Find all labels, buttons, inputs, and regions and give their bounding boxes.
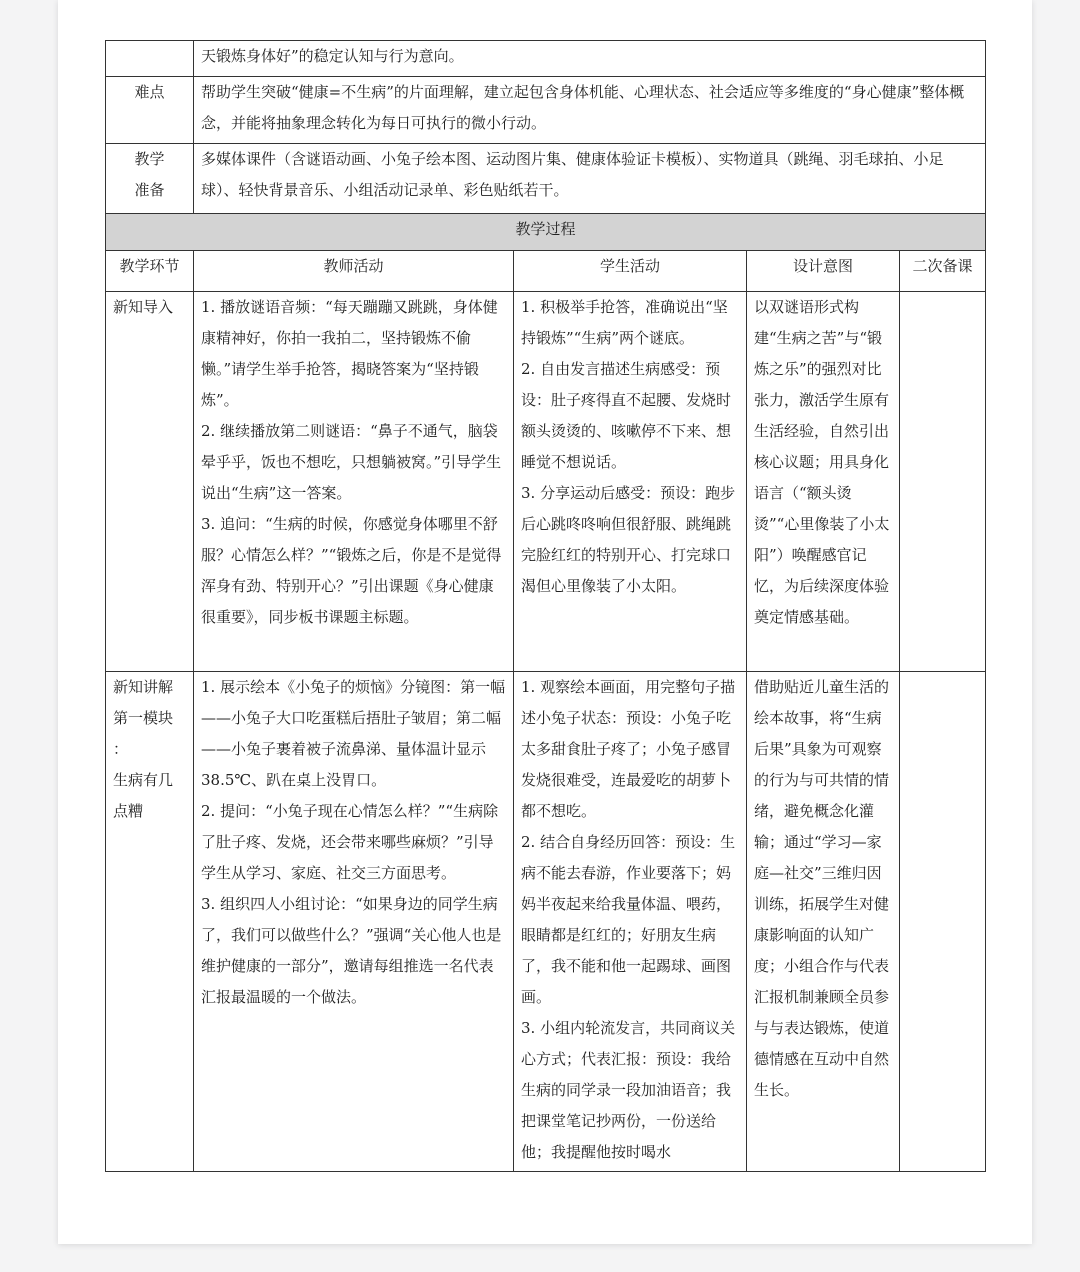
header-student-activity: 学生活动 [514, 251, 747, 292]
goal-continuation-row [106, 41, 986, 77]
preparation-label-line-2: 准备 [134, 181, 165, 199]
difficulty-row [106, 77, 986, 144]
stage-line: 生病有几 [113, 771, 174, 789]
revision-notes-cell [900, 292, 986, 672]
process-banner-row [106, 214, 986, 251]
document-page [58, 0, 1032, 1244]
stage-line: 第一模块 [113, 709, 174, 727]
teacher-step: 2. 提问：“小兔子现在心情怎么样？”“生病除了肚子疼、发烧，还会带来哪些麻烦？”引导学生从学习、家庭、社交三方面思考。 [201, 802, 499, 882]
stage-cell [106, 672, 194, 1172]
design-intent-cell: 借助贴近儿童生活的绘本故事，将“生病后果”具象为可观察的行为与可共情的情绪，避免概念化灌输；通过“学习—家庭—社交”三维归因训练，拓展学生对健康影响面的认知广度；小组合作与代表汇报机制兼顾全员参与与表达锻炼，使道德情感在互动中自然生长。 [747, 672, 900, 1172]
header-teacher-activity: 教师活动 [194, 251, 514, 292]
teacher-step: 3. 追问：“生病的时候，你感觉身体哪里不舒服？心情怎么样？”“锻炼之后，你是不是觉得浑身有劲、特别开心？”引出课题《身心健康很重要》，同步板书课题主标题。 [201, 515, 502, 626]
preparation-label [106, 144, 194, 214]
preparation-text: 多媒体课件（含谜语动画、小兔子绘本图、运动图片集、健康体验证卡模板）、实物道具（跳绳、羽毛球拍、小足球）、轻快背景音乐、小组活动记录单、彩色贴纸若干。 [194, 144, 986, 214]
header-revision-notes: 二次备课 [900, 251, 986, 292]
stage-line: 新知讲解 [113, 678, 174, 696]
student-activity-cell [514, 672, 747, 1172]
teacher-step: 1. 播放谜语音频：“每天蹦蹦又跳跳，身体健康精神好，你拍一我拍二，坚持锻炼不偷懒。”请学生举手抢答，揭晓答案为“坚持锻炼”。 [201, 298, 498, 409]
teacher-activity-cell [194, 672, 514, 1172]
lesson-plan-table [105, 40, 986, 1172]
teacher-step: 1. 展示绘本《小兔子的烦恼》分镜图：第一幅——小兔子大口吃蛋糕后捂肚子皱眉；第二幅——小兔子裹着被子流鼻涕、量体温计显示38.5℃、趴在桌上没胃口。 [201, 678, 506, 789]
header-design-intent: 设计意图 [747, 251, 900, 292]
preparation-row [106, 144, 986, 214]
student-step: 3. 分享运动后感受：预设：跑步后心跳咚咚响但很舒服、跳绳跳完脸红红的特别开心、打完球口渴但心里像装了小太阳。 [521, 484, 736, 595]
difficulty-label: 难点 [106, 77, 194, 144]
empty-label-cell [106, 41, 194, 77]
revision-notes-cell [900, 672, 986, 1172]
process-title: 教学过程 [106, 214, 986, 251]
student-activity-cell [514, 292, 747, 672]
teacher-step: 3. 组织四人小组讨论：“如果身边的同学生病了，我们可以做些什么？”强调“关心他人也是维护健康的一部分”，邀请每组推选一名代表汇报最温暖的一个做法。 [201, 895, 502, 1006]
student-step: 3. 小组内轮流发言，共同商议关心方式；代表汇报：预设：我给生病的同学录一段加油语音；我把课堂笔记抄两份，一份送给他；我提醒他按时喝水 [521, 1019, 736, 1161]
student-step: 1. 积极举手抢答，准确说出“坚持锻炼”“生病”两个谜底。 [521, 298, 728, 347]
stage-cell [106, 292, 194, 672]
teacher-step: 2. 继续播放第二则谜语：“鼻子不通气，脑袋晕乎乎，饭也不想吃，只想躺被窝。”引导学生说出“生病”这一答案。 [201, 422, 502, 502]
design-intent-cell: 以双谜语形式构建“生病之苦”与“锻炼之乐”的强烈对比张力，激活学生原有生活经验，自然引出核心议题；用具身化语言（“额头烫烫”“心里像装了小太阳”）唤醒感官记忆，为后续深度体验奠定情感基础。 [747, 292, 900, 672]
stage-line: 新知导入 [113, 298, 174, 316]
student-step: 1. 观察绘本画面，用完整句子描述小兔子状态：预设：小兔子吃太多甜食肚子疼了；小兔子感冒发烧很难受，连最爱吃的胡萝卜都不想吃。 [521, 678, 736, 820]
goal-continuation-text: 天锻炼身体好”的稳定认知与行为意向。 [194, 41, 986, 77]
table-row [106, 292, 986, 672]
stage-line: 点糟 [113, 802, 144, 820]
teacher-activity-cell [194, 292, 514, 672]
table-row [106, 672, 986, 1172]
preparation-label-line-1: 教学 [134, 150, 165, 168]
header-stage: 教学环节 [106, 251, 194, 292]
student-step: 2. 结合自身经历回答：预设：生病不能去春游，作业要落下；妈妈半夜起来给我量体温、喂药，眼睛都是红红的；好朋友生病了，我不能和他一起踢球、画图画。 [521, 833, 736, 1006]
difficulty-text: 帮助学生突破“健康=不生病”的片面理解，建立起包含身体机能、心理状态、社会适应等多维度的“身心健康”整体概念，并能将抽象理念转化为每日可执行的微小行动。 [194, 77, 986, 144]
stage-line: ： [113, 740, 129, 758]
student-step: 2. 自由发言描述生病感受：预设：肚子疼得直不起腰、发烧时额头烫烫的、咳嗽停不下来、想睡觉不想说话。 [521, 360, 732, 471]
process-header-row [106, 251, 986, 292]
